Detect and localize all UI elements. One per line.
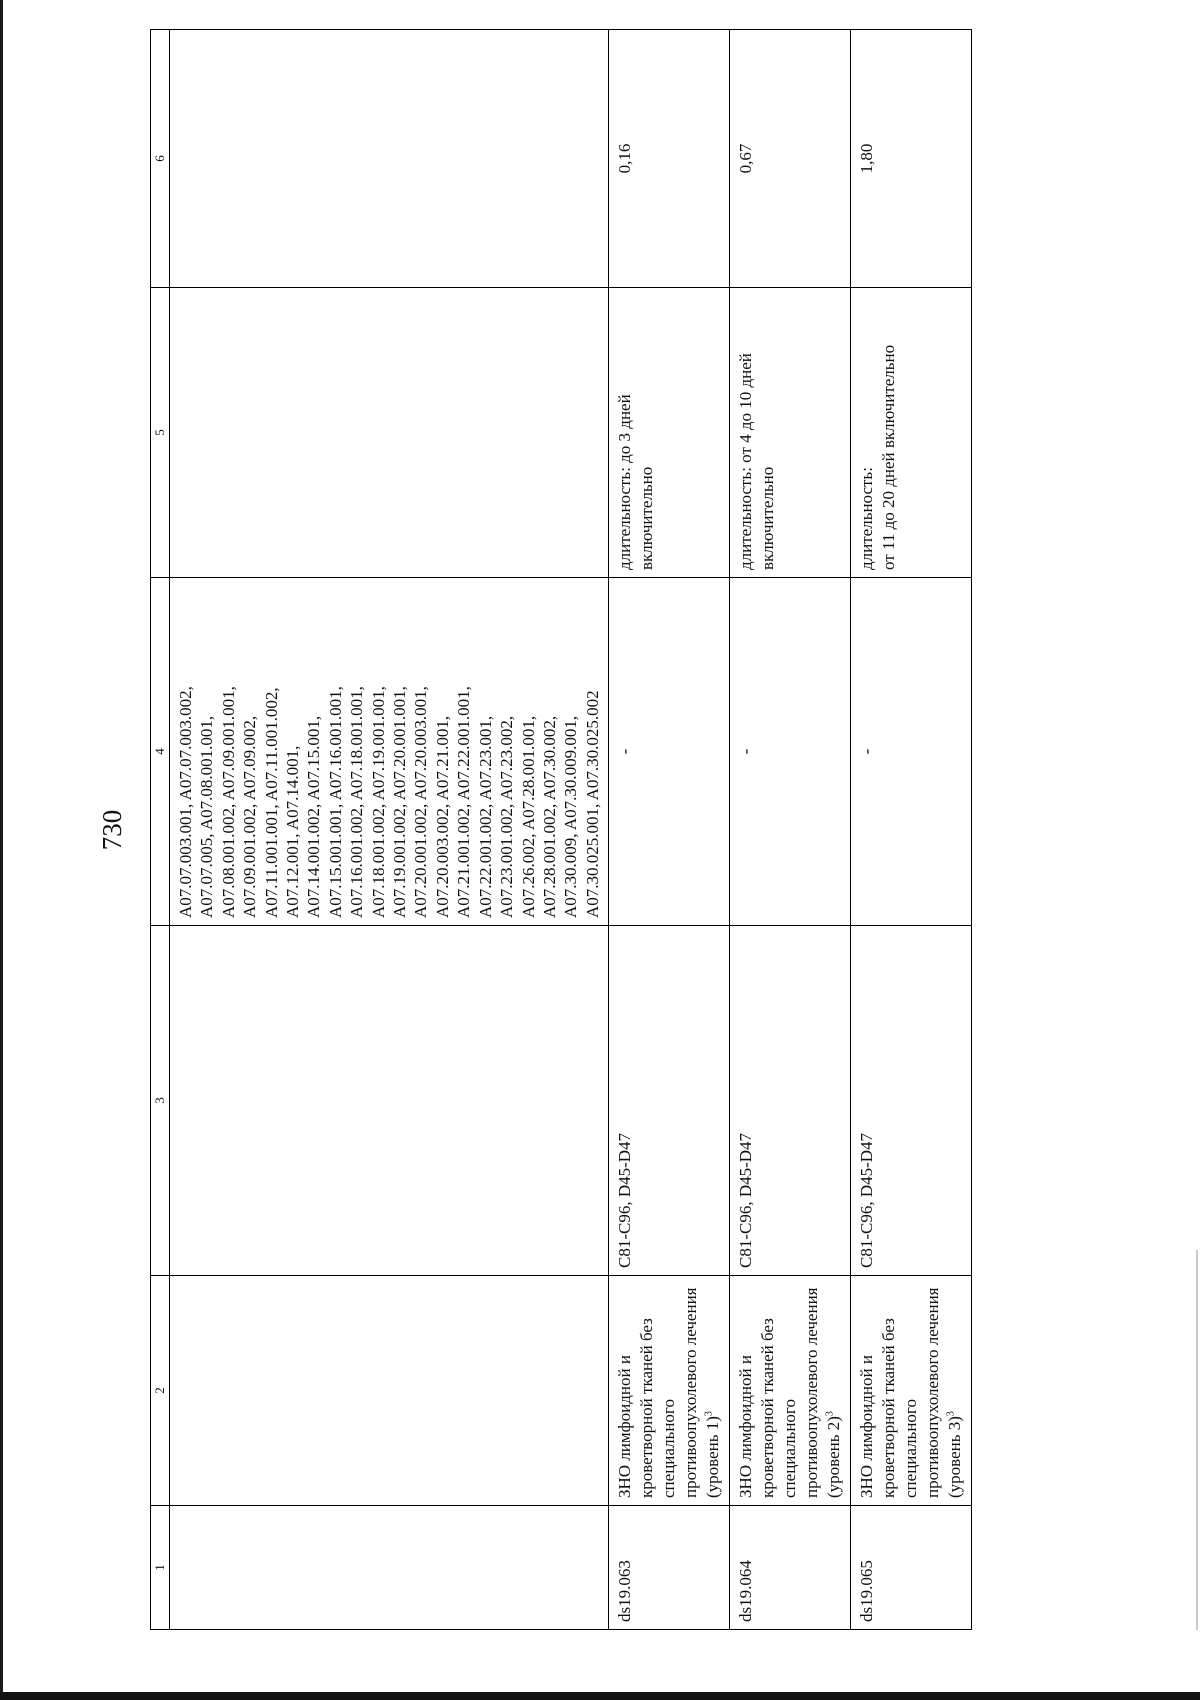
service-codes: -: [851, 578, 972, 926]
page-number: 730: [97, 809, 127, 851]
empty-cell: [170, 1276, 609, 1506]
group-code: ds19.065: [851, 1506, 972, 1630]
procedure-code-line: A07.21.001.002, A07.22.001.001,: [454, 686, 474, 918]
criteria: длительность: от 4 до 10 дней включительно: [730, 288, 851, 578]
icd-codes: C81-C96, D45-D47: [730, 926, 851, 1276]
procedure-codes-cell: [170, 578, 609, 926]
icd-codes: C81-C96, D45-D47: [609, 926, 730, 1276]
classification-table: [150, 29, 972, 1630]
group-code: ds19.063: [609, 1506, 730, 1630]
footnote-mark: 3: [703, 1411, 715, 1417]
scan-edge-bottom: [0, 1692, 1200, 1700]
procedure-code-line: A07.07.003.001, A07.07.003.002,: [176, 686, 195, 918]
column-number-5: 5: [151, 288, 170, 578]
column-number-1: 1: [151, 1506, 170, 1630]
procedure-code-line: A07.20.001.002, A07.20.003.001,: [411, 686, 431, 918]
procedure-code-line: A07.28.001.002, A07.30.002,: [539, 715, 559, 918]
table-row: [730, 30, 851, 1630]
scan-artifact-line: [1196, 1250, 1198, 1630]
column-number-6: 6: [151, 30, 170, 288]
table-row: [851, 30, 972, 1630]
criteria: [851, 288, 972, 578]
icd-codes: C81-C96, D45-D47: [851, 926, 972, 1276]
footnote-mark: 3: [945, 1411, 957, 1417]
empty-cell: [170, 1506, 609, 1630]
table-row: [609, 30, 730, 1630]
procedure-code-line: A07.15.001.001, A07.16.001.001,: [325, 686, 345, 918]
procedure-code-line: A07.26.002, A07.28.001.001,: [518, 715, 538, 918]
procedure-code-line: A07.08.001.002, A07.09.001.001,: [218, 686, 238, 918]
group-name-text: ЗНО лимфоидной и кроветворной тканей без специального противоопухолевого лечения (уровень 2): [736, 1287, 844, 1498]
empty-cell: [170, 926, 609, 1276]
column-number-3: 3: [151, 926, 170, 1276]
procedure-code-line: A07.23.001.002, A07.23.002,: [497, 715, 517, 918]
footnote-mark: 3: [824, 1411, 836, 1417]
procedure-code-line: A07.09.001.002, A07.09.002,: [240, 715, 260, 918]
group-name-text: ЗНО лимфоидной и кроветворной тканей без специального противоопухолевого лечения (уровень 3): [857, 1287, 965, 1498]
coefficient: 0,16: [609, 30, 730, 288]
procedure-code-line: A07.07.005, A07.08.001.001,: [197, 715, 217, 918]
procedure-code-line: A07.18.001.002, A07.19.001.001,: [368, 686, 388, 918]
procedure-code-line: A07.16.001.002, A07.18.001.001,: [347, 686, 367, 918]
procedure-code-line: A07.30.009, A07.30.009.001,: [561, 715, 581, 918]
continuation-row: [170, 30, 609, 1630]
service-codes: -: [609, 578, 730, 926]
group-name: [851, 1276, 972, 1506]
procedure-code-line: A07.22.001.002, A07.23.001,: [475, 715, 495, 918]
criteria: длительность: до 3 дней включительно: [609, 288, 730, 578]
empty-cell: [170, 30, 609, 288]
column-number-row: [151, 30, 170, 1630]
procedure-code-line: A07.11.001.001, A07.11.001.002,: [261, 687, 281, 918]
column-number-4: 4: [151, 578, 170, 926]
column-number-2: 2: [151, 1276, 170, 1506]
coefficient: 1,80: [851, 30, 972, 288]
group-name: [609, 1276, 730, 1506]
group-name: [730, 1276, 851, 1506]
rotated-page: [90, 30, 1030, 1630]
empty-cell: [170, 288, 609, 578]
scan-edge-left: [0, 0, 3, 1700]
procedure-code-line: A07.14.001.002, A07.15.001,: [304, 715, 324, 918]
service-codes: -: [730, 578, 851, 926]
group-name-text: ЗНО лимфоидной и кроветворной тканей без специального противоопухолевого лечения (уровень 1): [615, 1287, 723, 1498]
group-code: ds19.064: [730, 1506, 851, 1630]
procedure-codes-list: [175, 585, 603, 918]
coefficient: 0,67: [730, 30, 851, 288]
criteria-line: длительность:: [857, 467, 877, 570]
procedure-code-line: A07.12.001, A07.14.001,: [283, 745, 303, 918]
procedure-code-line: A07.20.003.002, A07.21.001,: [432, 715, 452, 918]
procedure-code-line: A07.19.001.002, A07.20.001.001,: [390, 686, 410, 918]
procedure-code-line: A07.30.025.001, A07.30.025.002: [582, 690, 602, 918]
criteria-line: от 11 до 20 дней включительно: [879, 344, 899, 570]
